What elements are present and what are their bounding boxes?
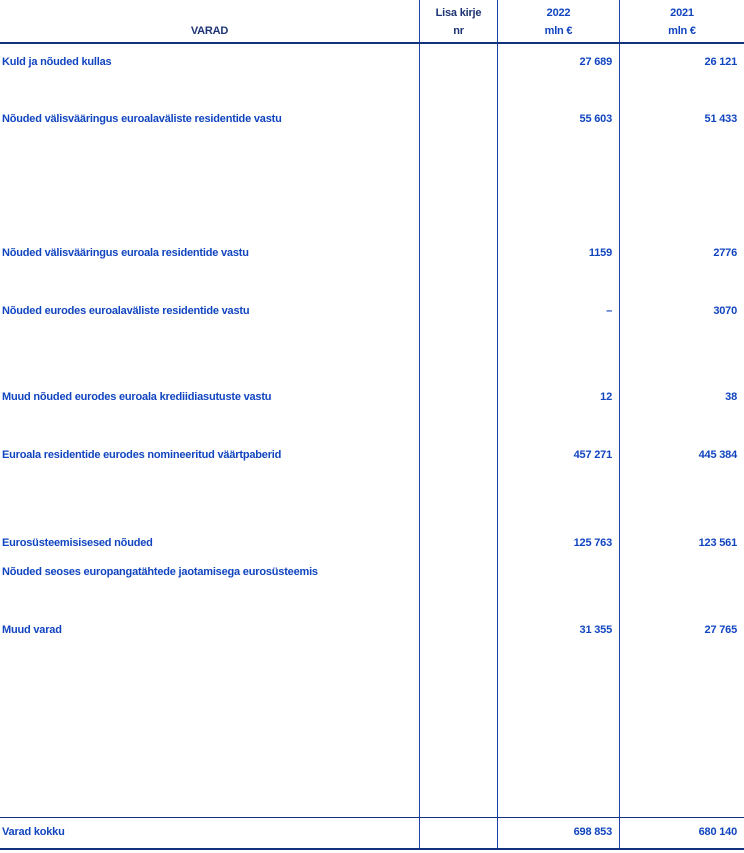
value-2021: 3070 xyxy=(713,305,737,317)
col-header-varad-label: VARAD xyxy=(190,25,229,37)
table-row xyxy=(0,101,744,235)
value-2022: – xyxy=(498,293,620,379)
row-label: Muud varad xyxy=(0,612,420,817)
value-2021: 2776 xyxy=(713,247,737,259)
row-label: Nõuded seoses europangatähtede jaotamisega eurosüsteemis xyxy=(0,554,420,612)
table-row xyxy=(0,235,744,293)
value-2022: 55 603 xyxy=(498,101,620,235)
col-header-lisa-kirje-line1: Lisa kirje xyxy=(435,7,482,19)
value-2021 xyxy=(620,554,744,612)
col-header-varad xyxy=(0,0,420,42)
total-note-cell xyxy=(420,818,498,848)
note-cell xyxy=(420,235,498,293)
row-label: Eurosüsteemisisesed nõuded xyxy=(0,525,420,554)
note-cell xyxy=(420,437,498,525)
total-value-2022: 698 853 xyxy=(498,818,620,848)
value-2022: 1159 xyxy=(498,235,620,293)
value-2021: 27 765 xyxy=(704,624,737,636)
note-cell xyxy=(420,44,498,101)
table-row xyxy=(0,554,744,612)
value-2022: 12 xyxy=(498,379,620,437)
col-header-lisa-kirje-line2: nr xyxy=(453,25,464,37)
value-2021: 26 121 xyxy=(704,56,737,68)
value-2021: 123 561 xyxy=(698,537,737,549)
note-cell xyxy=(420,525,498,554)
row-label: Nõuded välisvääringus euroala residentide vastu xyxy=(0,235,420,293)
table-row xyxy=(0,525,744,554)
col-header-2022-unit: mln € xyxy=(544,25,573,37)
note-cell xyxy=(420,293,498,379)
total-value-2021: 680 140 xyxy=(698,826,737,838)
value-2022: 125 763 xyxy=(498,525,620,554)
col-header-lisa-kirje xyxy=(420,0,498,42)
value-2022: 27 689 xyxy=(498,44,620,101)
value-2021: 38 xyxy=(725,391,737,403)
header-row xyxy=(0,0,744,44)
col-header-2021-unit: mln € xyxy=(668,25,696,37)
row-label: Kuld ja nõuded kullas xyxy=(0,44,420,101)
note-cell xyxy=(420,612,498,817)
row-label: Muud nõuded eurodes euroala krediidiasutuste vastu xyxy=(0,379,420,437)
col-header-2021 xyxy=(620,0,744,42)
value-2022: 31 355 xyxy=(498,612,620,817)
note-cell xyxy=(420,554,498,612)
row-label: Nõuded välisvääringus euroalaväliste residentide vastu xyxy=(0,101,420,235)
value-2021: 51 433 xyxy=(704,113,737,125)
total-row xyxy=(0,817,744,850)
table-row xyxy=(0,379,744,437)
row-label: Euroala residentide eurodes nomineeritud väärtpaberid xyxy=(0,437,420,525)
note-cell xyxy=(420,101,498,235)
table-row xyxy=(0,293,744,379)
value-2022 xyxy=(498,554,620,612)
table-body xyxy=(0,44,744,817)
value-2021: 445 384 xyxy=(698,449,737,461)
total-label: Varad kokku xyxy=(0,818,420,848)
col-header-2022-year: 2022 xyxy=(546,7,571,19)
table-row xyxy=(0,612,744,817)
col-header-2022 xyxy=(498,0,620,42)
row-label: Nõuded eurodes euroalaväliste residentide vastu xyxy=(0,293,420,379)
value-2022: 457 271 xyxy=(498,437,620,525)
table-row xyxy=(0,437,744,525)
col-header-2021-year: 2021 xyxy=(670,7,694,19)
note-cell xyxy=(420,379,498,437)
table-row xyxy=(0,44,744,101)
